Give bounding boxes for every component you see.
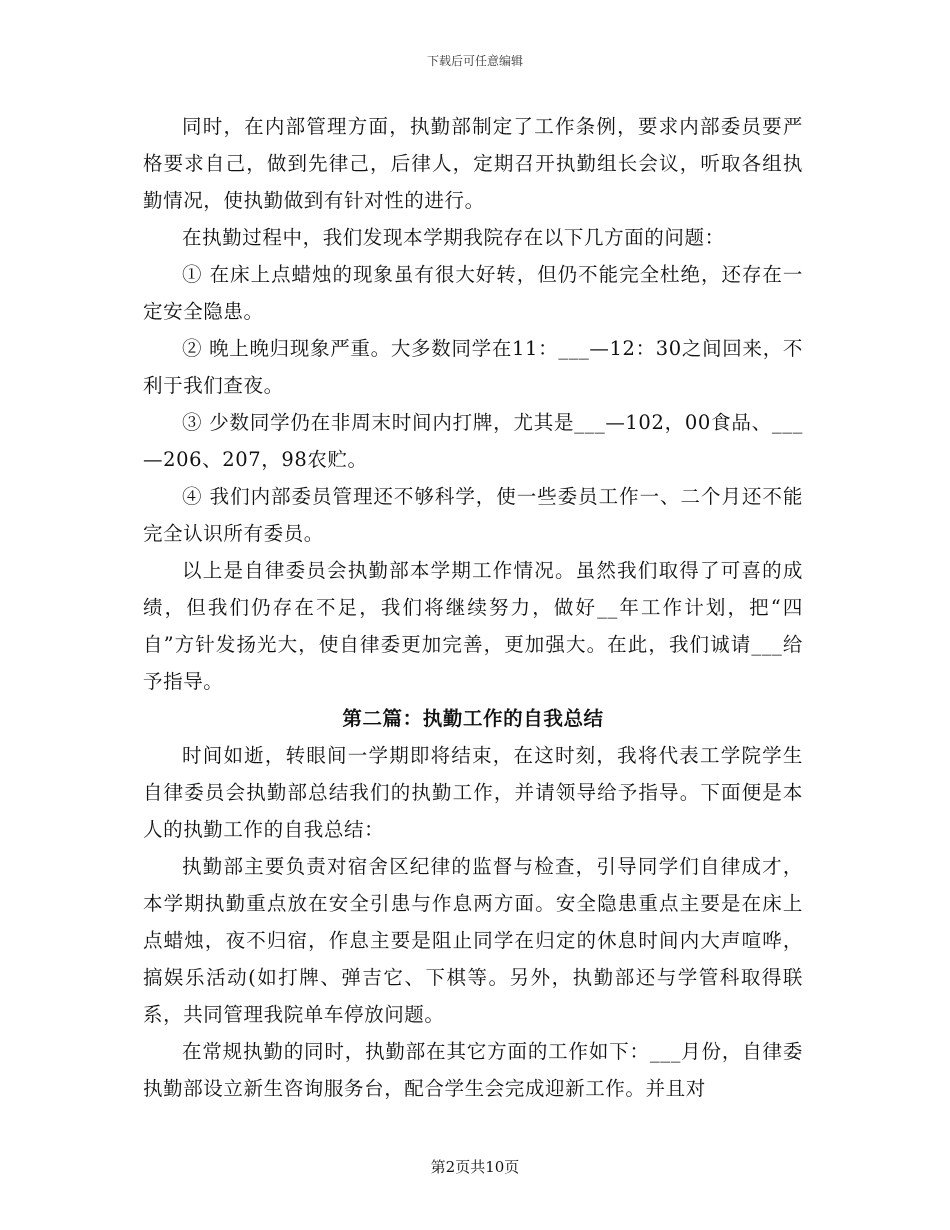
paragraph: 同时，在内部管理方面，执勤部制定了工作条例，要求内部委员要严格要求自己，做到先律己，后律人，定期召开执勤组长会议，听取各组执勤情况，使执勤做到有针对性的进行。 — [143, 115, 803, 212]
paragraph: 时间如逝，转眼间一学期即将结束，在这时刻，我将代表工学院学生自律委员会执勤部总结我们的执勤工作，并请领导给予指导。下面便是本人的执勤工作的自我总结： — [143, 744, 803, 841]
paragraph: 以上是自律委员会执勤部本学期工作情况。虽然我们取得了可喜的成绩，但我们仍存在不足，我们将继续努力，做好__年工作计划，把“四自”方针发扬光大，使自律委更加完善，更加强大。在此，我们诚请___给予指导。 — [143, 559, 803, 693]
document-body — [143, 108, 803, 1107]
section-title: 第二篇：执勤工作的自我总结 — [342, 707, 604, 730]
list-item: ③ 少数同学仍在非周末时间内打牌，尤其是___—102，00食品、___—206、207，98农贮。 — [143, 411, 803, 471]
list-item: ④ 我们内部委员管理还不够科学，使一些委员工作一、二个月还不能完全认识所有委员。 — [143, 485, 803, 545]
paragraph: 在常规执勤的同时，执勤部在其它方面的工作如下：___月份，自律委执勤部设立新生咨询服务台，配合学生会完成迎新工作。并且对 — [143, 1040, 803, 1100]
paragraph: 在执勤过程中，我们发现本学期我院存在以下几方面的问题： — [182, 226, 725, 249]
list-item: ① 在床上点蜡烛的现象虽有很大好转，但仍不能完全杜绝，还存在一定安全隐患。 — [143, 263, 803, 323]
paragraph: 执勤部主要负责对宿舍区纪律的监督与检查，引导同学们自律成才，本学期执勤重点放在安全引患与作息两方面。安全隐患重点主要是在床上点蜡烛，夜不归宿，作息主要是阻止同学在归定的休息时间内大声喧哗，搞娱乐活动(如打牌、弹吉它、下棋等。另外，执勤部还与学管科取得联系，共同管理我院单车停放问题。 — [143, 855, 803, 1026]
page-header: 下载后可任意编辑 — [426, 54, 523, 68]
list-item: ② 晚上晚归现象严重。大多数同学在11：___—12：30之间回来，不利于我们查夜。 — [143, 337, 803, 397]
page-number: 第2页共10页 — [430, 1158, 520, 1176]
